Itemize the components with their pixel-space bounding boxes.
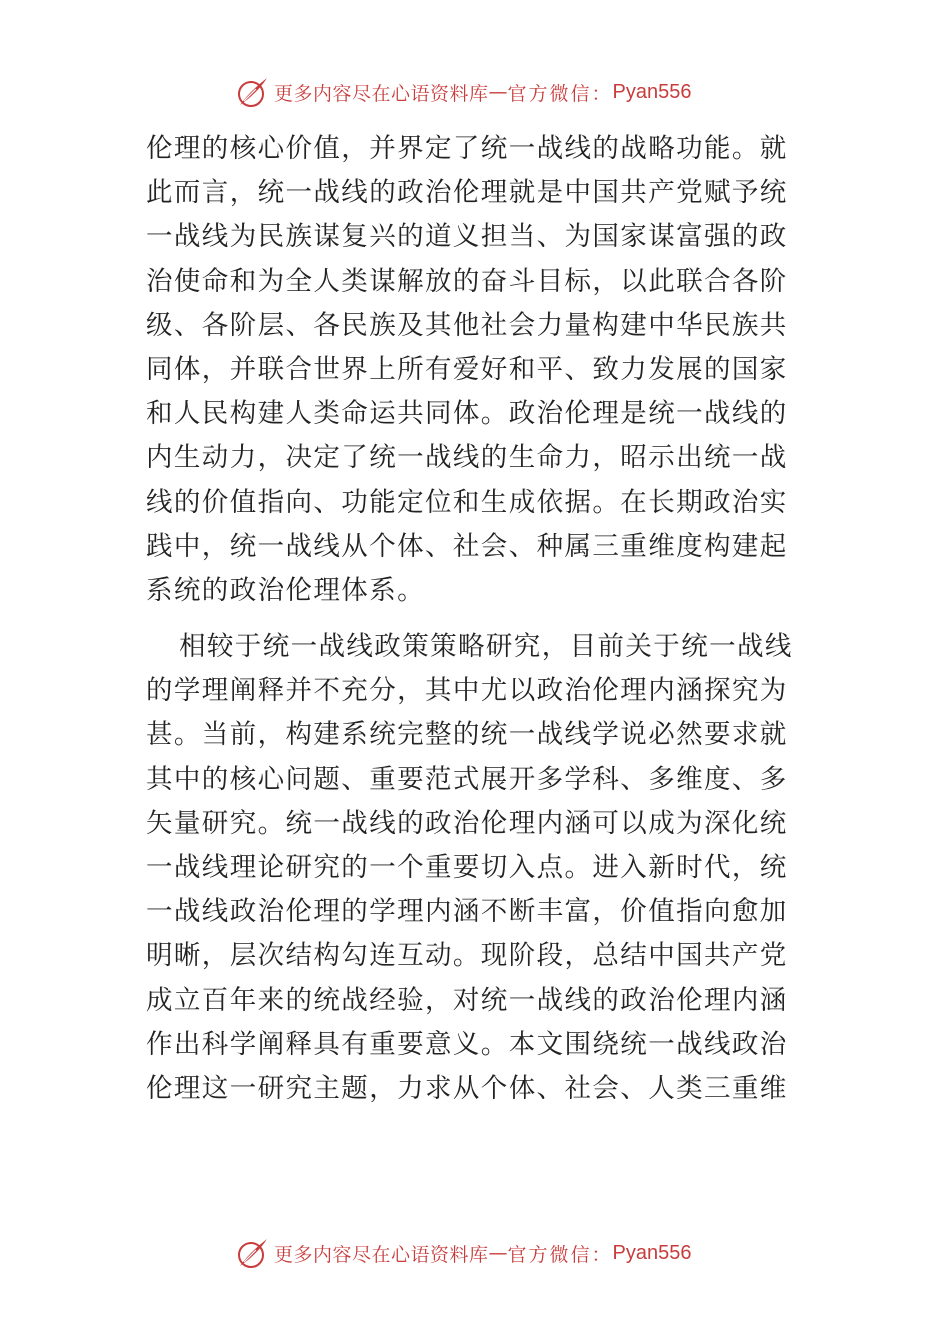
text-line: 系统的政治伦理体系。	[146, 574, 425, 606]
header-wechat-label: 官方微信：	[507, 82, 613, 105]
text-line: 伦理的核心价值，并界定了统一战线的战略功能。就	[146, 133, 788, 164]
text-line: 作出科学阐释具有重要意义。本文围绕统一战线政治	[146, 1028, 788, 1060]
text-line: 同体，并联合世界上所有爱好和平、致力发展的国家	[146, 353, 788, 385]
footer-wechat-id: Pyan556	[612, 1241, 692, 1264]
feather-pen-logo-icon	[236, 75, 270, 109]
text-line: 内生动力，决定了统一战线的生命力，昭示出统一战	[146, 442, 788, 474]
text-line: 其中的核心问题、重要范式展开多学科、多维度、多	[146, 763, 788, 795]
text-line: 甚。当前，构建系统完整的统一战线学说必然要求就	[146, 719, 788, 751]
text-line: 践中，统一战线从个体、社会、种属三重维度构建起	[146, 530, 788, 562]
text-line: 线的价值指向、功能定位和生成依据。在长期政治实	[146, 486, 788, 518]
header-wechat-id: Pyan556	[612, 80, 692, 103]
text-line: 治使命和为全人类谋解放的奋斗目标，以此联合各阶	[146, 265, 788, 297]
text-line: 一战线为民族谋复兴的道义担当、为国家谋富强的政	[146, 221, 788, 253]
header-separator: —	[488, 81, 508, 103]
footer-separator: —	[488, 1242, 508, 1264]
document-body	[146, 127, 806, 1111]
text-line: 相较于统一战线政策策略研究，目前关于统一战线	[179, 631, 793, 663]
feather-pen-logo-icon	[236, 1236, 270, 1270]
text-line: 一战线政治伦理的学理内涵不断丰富，价值指向愈加	[146, 896, 788, 928]
text-line: 的学理阐释并不充分，其中尤以政治伦理内涵探究为	[146, 675, 788, 707]
text-line: 成立百年来的统战经验，对统一战线的政治伦理内涵	[146, 984, 788, 1016]
paragraph-2	[146, 625, 806, 1111]
text-line: 级、各阶层、各民族及其他社会力量构建中华民族共	[146, 309, 788, 341]
header-site-text: 更多内容尽在心语资料库	[274, 82, 489, 105]
paragraph-1	[146, 127, 806, 613]
footer-wechat-label: 官方微信：	[507, 1243, 613, 1266]
text-line: 和人民构建人类命运共同体。政治伦理是统一战线的	[146, 398, 788, 430]
text-line: 伦理这一研究主题，力求从个体、社会、人类三重维	[146, 1072, 788, 1104]
header-banner	[236, 72, 756, 112]
footer-banner	[236, 1233, 756, 1273]
footer-site-text: 更多内容尽在心语资料库	[274, 1243, 489, 1266]
text-line: 一战线理论研究的一个重要切入点。进入新时代，统	[146, 852, 788, 883]
text-line: 此而言，统一战线的政治伦理就是中国共产党赋予统	[146, 177, 788, 209]
text-line: 明晰，层次结构勾连互动。现阶段，总结中国共产党	[146, 940, 788, 972]
paragraph-gap	[146, 613, 806, 625]
text-line: 矢量研究。统一战线的政治伦理内涵可以成为深化统	[146, 807, 788, 839]
